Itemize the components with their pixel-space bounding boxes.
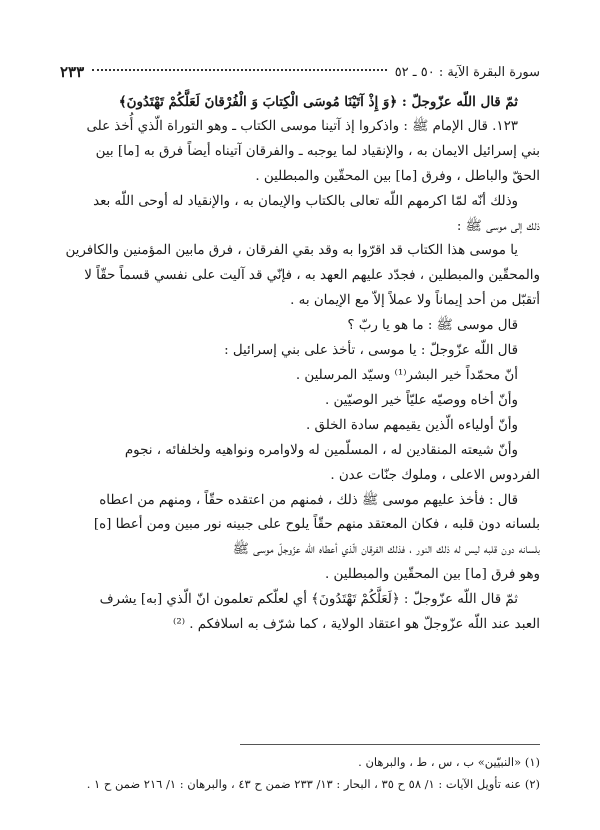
text-line: قال موسى ﷺ : ما هو يا ربّ ؟ — [347, 318, 518, 334]
text-line: ذلك إلى موسى ﷺ : — [456, 218, 540, 234]
footnotes — [60, 751, 540, 795]
text-line: أتقبّل من أحد إيماناً ولا عملاً إلاّ مع الإيمان به . — [290, 293, 540, 309]
text-line: والمحقّين والمبطلين ، فجدّد عليهم العهد به ، فإنّي قد آليت على نفسي قسماً حقّاً لا — [84, 268, 540, 284]
text-line: وذلك أنّه لمّا اكرمهم اللّه تعالى بالكتاب والإيمان به ، والإنقياد له أوحى اللّه بعد — [93, 193, 518, 209]
text-line: بني إسرائيل الايمان به ، والإنقياد لما يوجبه ـ والفرقان آتيناه أيضاً فرق به [ما] بين — [95, 143, 540, 159]
footnote: (١) «النبيّين» ب ، س ، ط ، والبرهان . — [358, 755, 540, 769]
header-dotted-rule — [92, 69, 387, 71]
text-line: بلسانه دون قلبه ليس له ذلك النور ، فذلك الفرقان الّذي أعطاه اللّه عزّوجلّ موسى ﷺ — [232, 542, 540, 558]
text-line: قال : فأخذ عليهم موسى ﷺ ذلك ، فمنهم من اعتقده حقّاً ، ومنهم من اعطاه — [99, 492, 518, 508]
text-line: الفردوس الاعلى ، وملوك جنّات عدن . — [330, 467, 540, 483]
footnote: (٢) عنه تأويل الآيات : ١/ ٥٨ ح ٣٥ ، البحار : ١٣/ ٢٣٣ ضمن ح ٤٣ ، والبرهان : ١/ ٢١٦ ضمن ح ١ . — [86, 777, 540, 791]
running-header — [60, 62, 540, 82]
text-line: وهو فرق [ما] بين المحقّين والمبطلين . — [325, 567, 540, 583]
surah-title: سورة البقرة الآية : ٥٠ ـ ٥٢ — [394, 64, 540, 80]
text-line: يا موسى هذا الكتاب قد اقرّوا به وقد بقي الفرقان ، فرق مابين المؤمنين والكافرين — [65, 243, 518, 259]
text-line: وأنّ شيعته المنقادين له ، المسلّمين له ولاوامره ونواهيه ولخلفائه ، نجوم — [124, 442, 518, 458]
text-line: العبد عند اللّه عزّوجلّ هو اعتقاد الولاية ، كما شرّف به اسلافكم . ⁽²⁾ — [173, 617, 540, 633]
text-line: ثمّ قال اللّه عزّوجلّ : ﴿وَ إِذْ آتَيْنَا مُوسَى الْكِتابَ وَ الْفُرْقانَ لَعَلَّكُمْ تَهْتَدُونَ﴾ — [118, 94, 518, 110]
text-line: بلسانه دون قلبه ، فكان المعتقد منهم حقّاً يلوح على جبينه نور مبين ومن أعطا [ه] — [93, 517, 540, 533]
text-line: وأنّ أولياءه الّذين يقيمهم سادة الخلق . — [306, 417, 518, 433]
text-line: قال اللّه عزّوجلّ : يا موسى ، تأخذ على بني إسرائيل : — [224, 343, 518, 359]
text-line: ١٢٣. قال الإمام ﷺ : واذكروا إذ آتينا موسى الكتاب ـ وهو التوراة الّذي أُخذ على — [86, 118, 518, 134]
text-line: الحقّ والباطل ، وفرق [ما] بين المحقّين والمبطلين . — [255, 168, 540, 184]
text-line: ثمّ قال اللّه عزّوجلّ : ﴿لَعَلَّكُمْ تَهْتَدُونَ﴾ أي لعلّكم تعلمون انّ الّذي [به] يشرف — [99, 592, 518, 608]
page-number: ٢٣٣ — [60, 63, 85, 81]
main-text — [60, 90, 540, 638]
footnote-divider — [240, 744, 540, 745]
text-line: وأنّ أخاه ووصيّه عليّاً خير الوصيّين . — [324, 392, 518, 408]
text-line: أنّ محمّداً خير البشر⁽¹⁾ وسيّد المرسلين . — [295, 367, 518, 383]
